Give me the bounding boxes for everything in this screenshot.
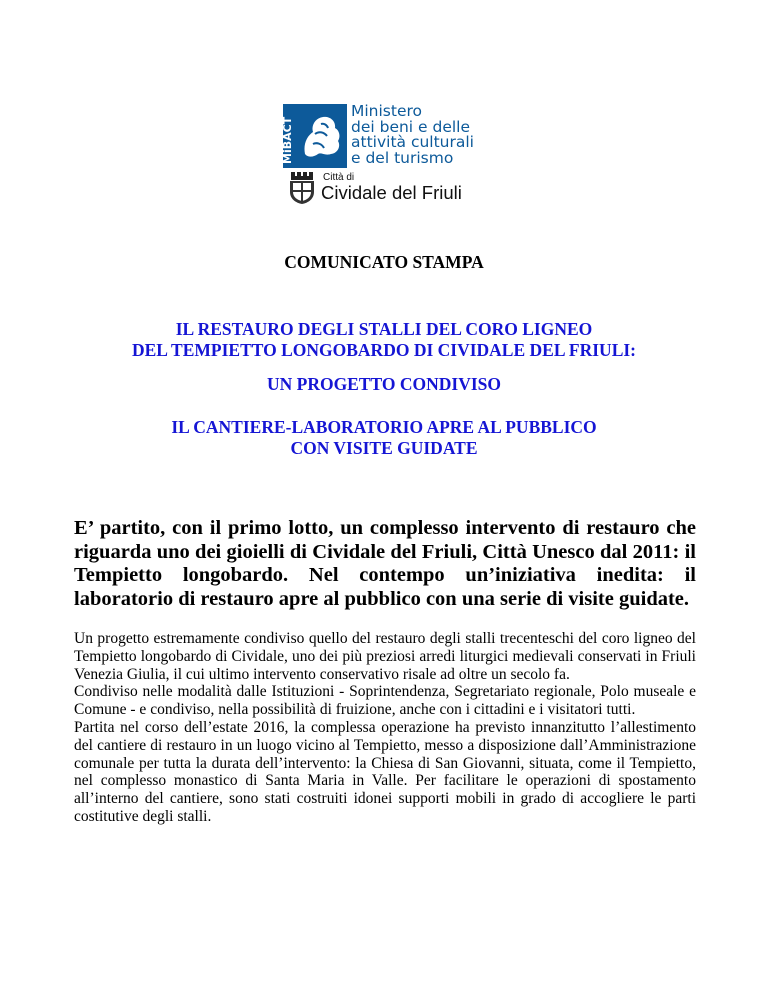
header-logos [283, 104, 483, 204]
ministry-line: dei beni e delle [351, 117, 471, 136]
subtitle-2-line-2: CON VISITE GUIDATE [290, 438, 478, 458]
city-name: Cividale del Friuli [321, 182, 462, 203]
ministry-line: Ministero [351, 102, 423, 120]
title-line-2: DEL TEMPIETTO LONGOBARDO DI CIVIDALE DEL FRIULI: [131, 340, 637, 360]
body-paragraph: Un progetto estremamente condiviso quello del restauro degli stalli trecenteschi del coro ligneo del Tempietto longobardo di Cividale, uno dei più preziosi arredi liturgici medievali conservati in Friuli Venezia Giulia, il cui ultimo intervento conservativo risale ad oltre un secolo fa. [74, 630, 696, 683]
ministry-line: attività culturali [351, 133, 474, 151]
city-prefix: Città di [323, 172, 355, 183]
title-line-1: IL RESTAURO DEGLI STALLI DEL CORO LIGNEO [175, 319, 593, 339]
lead-paragraph: E’ partito, con il primo lotto, un complesso intervento di restauro che riguarda uno dei gioielli di Cividale del Friuli, Città Unesco dal 2011: il Tempietto longobardo. Nel contempo un’iniziativa inedita: il laboratorio di restauro apre al pubblico con una serie di visite guidate. [74, 517, 696, 610]
body-text [74, 630, 696, 826]
city-crest-icon [287, 172, 317, 204]
press-release-label: COMUNICATO STAMPA [284, 252, 484, 272]
body-paragraph: Condiviso nelle modalità dalle Istituzioni - Soprintendenza, Segretariato regionale, Polo museale e Comune - e condiviso, nella possibilità di fruizione, anche con i cittadini e i visitatori tutti. [74, 683, 696, 719]
mibact-logo-icon [283, 104, 347, 168]
ministry-name [351, 104, 474, 166]
subtitle-2-line-1: IL CANTIERE-LABORATORIO APRE AL PUBBLICO [171, 417, 597, 437]
subtitle: UN PROGETTO CONDIVISO [266, 374, 502, 394]
body-paragraph: Partita nel corso dell’estate 2016, la complessa operazione ha previsto innanzitutto l’allestimento del cantiere di restauro in un luogo vicino al Tempietto, messo a disposizione dall’Amministrazione comunale per tutta la durata dell’intervento: la Chiesa di San Giovanni, situata, come il Tempietto, nel complesso monastico di Santa Maria in Valle. Per facilitare le operazioni di spostamento all’interno del cantiere, sono stati costruiti idonei supporti mobili in grado di accogliere le parti costitutive degli stalli. [74, 718, 696, 825]
ministry-line: e del turismo [351, 148, 454, 167]
mibact-mark-text: MiBACT [281, 116, 294, 164]
